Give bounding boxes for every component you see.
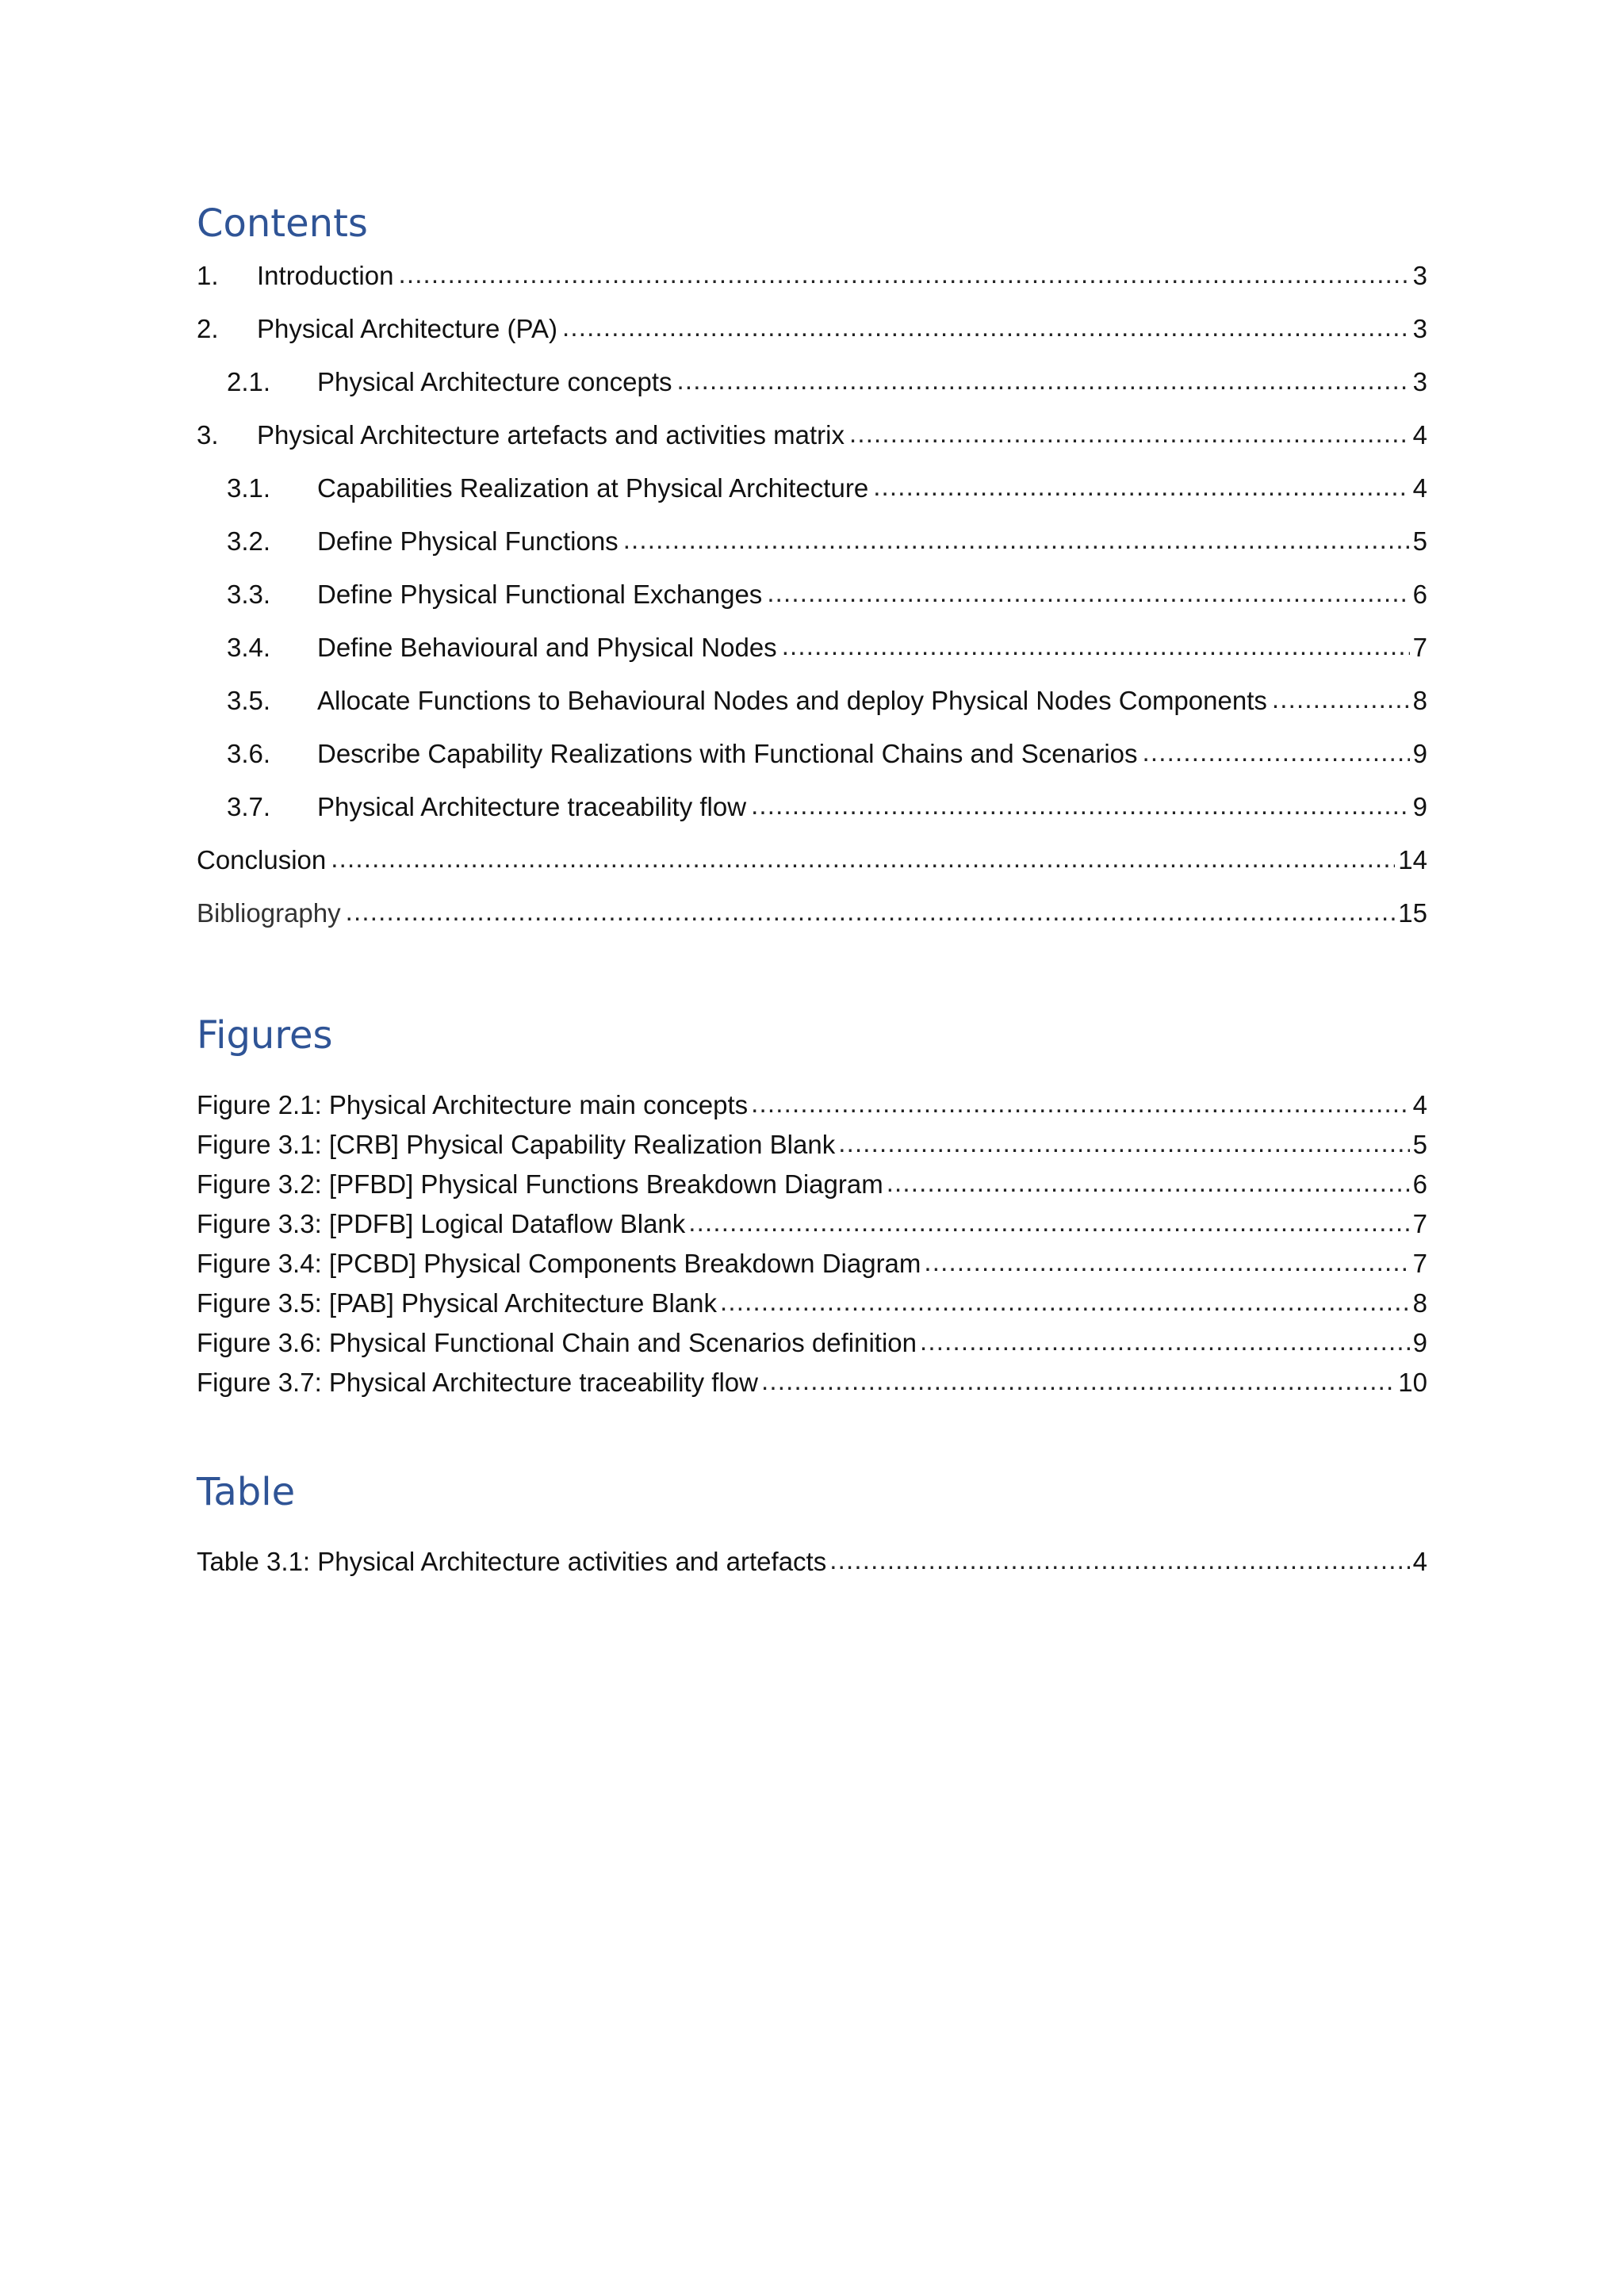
- dot-leader: [887, 1169, 1410, 1200]
- dot-leader: [751, 1089, 1409, 1121]
- figure-entry-page: 4: [1412, 1090, 1427, 1119]
- toc-entry[interactable]: [197, 413, 1427, 451]
- table-entry-page: 4: [1412, 1547, 1427, 1576]
- contents-heading: Contents: [197, 201, 368, 246]
- toc-entry[interactable]: [197, 785, 1427, 823]
- figure-entry-title: Figure 2.1: Physical Architecture main concepts: [197, 1090, 749, 1119]
- toc-entry-title: Physical Architecture traceability flow: [317, 792, 747, 821]
- table-heading: Table: [197, 1470, 296, 1514]
- toc-entry-page: 7: [1412, 633, 1427, 662]
- figure-entry-page: 8: [1412, 1288, 1427, 1318]
- figure-entry-page: 10: [1398, 1368, 1427, 1397]
- toc-entry-page: 15: [1398, 898, 1427, 928]
- dot-leader: [767, 579, 1409, 610]
- toc-entry[interactable]: [197, 254, 1427, 292]
- figure-entry[interactable]: [197, 1364, 1427, 1399]
- toc-entry-title: Allocate Functions to Behavioural Nodes and deploy Physical Nodes Components: [317, 686, 1267, 715]
- toc-entry-number: 3.6.: [227, 739, 271, 768]
- figure-entry[interactable]: [197, 1245, 1427, 1280]
- figure-entry[interactable]: [197, 1126, 1427, 1161]
- figure-entry-page: 7: [1412, 1209, 1427, 1238]
- toc-entry-page: 3: [1412, 261, 1427, 290]
- dot-leader: [849, 419, 1410, 451]
- toc-entry-number: 2.: [197, 314, 219, 343]
- toc-entry-number: 3.5.: [227, 686, 271, 715]
- figure-entry-title: Figure 3.5: [PAB] Physical Architecture Blank: [197, 1288, 718, 1318]
- toc-entry-title: Physical Architecture concepts: [317, 367, 672, 396]
- figure-entry[interactable]: [197, 1284, 1427, 1319]
- dot-leader: [1272, 685, 1410, 717]
- toc-entry-page: 4: [1412, 473, 1427, 503]
- dot-leader: [1143, 738, 1410, 770]
- dot-leader: [782, 632, 1410, 664]
- toc-entry-number: 3.2.: [227, 526, 271, 556]
- figure-entry-title: Figure 3.1: [CRB] Physical Capability Realization Blank: [197, 1130, 836, 1159]
- figure-entry-page: 6: [1412, 1169, 1427, 1199]
- figure-entry[interactable]: [197, 1205, 1427, 1240]
- dot-leader: [829, 1546, 1409, 1578]
- figure-entry[interactable]: [197, 1165, 1427, 1200]
- toc-entry-bibliography[interactable]: [197, 891, 1427, 929]
- figure-entry-title: Figure 3.4: [PCBD] Physical Components Breakdown Diagram: [197, 1249, 921, 1278]
- dot-leader: [761, 1367, 1395, 1399]
- toc-entry-page: 3: [1412, 367, 1427, 396]
- toc-entry-number: 2.1.: [227, 367, 271, 396]
- dot-leader: [720, 1288, 1410, 1319]
- toc-entry-number: 3.1.: [227, 473, 271, 503]
- toc-entry-number: 3.4.: [227, 633, 271, 662]
- toc-entry[interactable]: [197, 679, 1427, 717]
- toc-entry-title: Conclusion: [197, 845, 327, 874]
- figure-entry-title: Figure 3.7: Physical Architecture traceability flow: [197, 1368, 758, 1397]
- dot-leader: [924, 1248, 1409, 1280]
- figure-entry-title: Figure 3.3: [PDFB] Logical Dataflow Blank: [197, 1209, 686, 1238]
- toc-entry-title: Bibliography: [197, 898, 341, 928]
- figure-entry-page: 9: [1412, 1328, 1427, 1357]
- dot-leader: [920, 1327, 1410, 1359]
- dot-leader: [873, 473, 1409, 504]
- toc-entry-page: 3: [1412, 314, 1427, 343]
- toc-entry-title: Define Physical Functional Exchanges: [317, 580, 763, 609]
- toc-entry-number: 1.: [197, 261, 219, 290]
- dot-leader: [688, 1208, 1409, 1240]
- dot-leader: [677, 366, 1410, 398]
- toc-entry-title: Define Behavioural and Physical Nodes: [317, 633, 777, 662]
- figure-entry-page: 5: [1412, 1130, 1427, 1159]
- figure-entry-page: 7: [1412, 1249, 1427, 1278]
- figure-entry[interactable]: [197, 1324, 1427, 1359]
- dot-leader: [838, 1129, 1409, 1161]
- toc-entry-page: 9: [1412, 739, 1427, 768]
- table-entry-title: Table 3.1: Physical Architecture activities and artefacts: [197, 1547, 827, 1576]
- toc-entry-number: 3.: [197, 420, 219, 450]
- toc-entry-page: 5: [1412, 526, 1427, 556]
- toc-entry[interactable]: [197, 307, 1427, 345]
- toc-entry[interactable]: [197, 466, 1427, 504]
- figure-entry-title: Figure 3.6: Physical Functional Chain and Scenarios definition: [197, 1328, 917, 1357]
- toc-entry-title: Capabilities Realization at Physical Architecture: [317, 473, 869, 503]
- dot-leader: [398, 260, 1409, 292]
- dot-leader: [623, 526, 1410, 557]
- toc-entry-number: 3.7.: [227, 792, 271, 821]
- figures-heading: Figures: [197, 1013, 333, 1058]
- toc-entry-conclusion[interactable]: [197, 838, 1427, 876]
- figure-entry-title: Figure 3.2: [PFBD] Physical Functions Breakdown Diagram: [197, 1169, 883, 1199]
- toc-entry-page: 6: [1412, 580, 1427, 609]
- toc-entry-number: 3.3.: [227, 580, 271, 609]
- dot-leader: [562, 313, 1410, 345]
- toc-entry-title: Physical Architecture (PA): [257, 314, 558, 343]
- toc-entry-page: 8: [1412, 686, 1427, 715]
- dot-leader: [751, 791, 1410, 823]
- toc-entry[interactable]: [197, 519, 1427, 557]
- figure-entry[interactable]: [197, 1086, 1427, 1121]
- toc-entry-title: Define Physical Functions: [317, 526, 619, 556]
- dot-leader: [331, 844, 1395, 876]
- toc-entry[interactable]: [197, 572, 1427, 610]
- toc-entry-title: Describe Capability Realizations with Functional Chains and Scenarios: [317, 739, 1138, 768]
- toc-entry-page: 14: [1398, 845, 1427, 874]
- toc-entry[interactable]: [197, 626, 1427, 664]
- toc-entry-title: Physical Architecture artefacts and activities matrix: [257, 420, 845, 450]
- toc-entry-page: 4: [1412, 420, 1427, 450]
- dot-leader: [346, 897, 1396, 929]
- toc-entry-page: 9: [1412, 792, 1427, 821]
- toc-entry[interactable]: [197, 732, 1427, 770]
- toc-entry-title: Introduction: [257, 261, 394, 290]
- table-entry[interactable]: [197, 1543, 1427, 1578]
- toc-entry[interactable]: [197, 360, 1427, 398]
